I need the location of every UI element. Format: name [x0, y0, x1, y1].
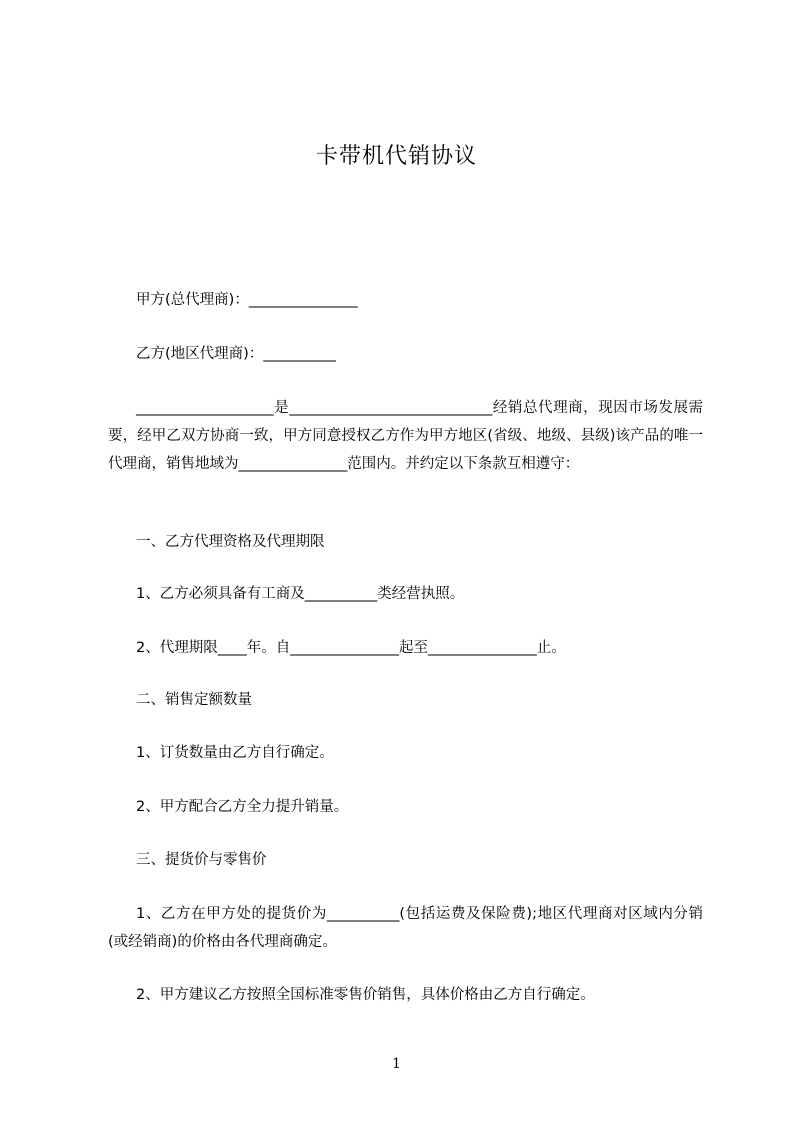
party-a-line: 甲方(总代理商)：_______________ — [136, 292, 358, 308]
section-2-item-2: 2、甲方配合乙方全力提升销量。 — [136, 799, 349, 815]
intro-paragraph: ___________________是____________________________经销总代理商，现因市场发展需要，经甲乙双方协商一致，甲方同意授权乙方作为甲方地区(省级、地级、县级)该产品的唯一代理商，销售地域为_______________范围内。并约定以下条款互相遵守： — [108, 400, 703, 472]
section-2-heading: 二、销售定额数量 — [136, 692, 252, 708]
section-3-item-1: 1、乙方在甲方处的提货价为__________(包括运费及保险费);地区代理商对区域内分销(或经销商)的价格由各代理商确定。 — [108, 906, 703, 950]
section-1-item-2: 2、代理期限____年。自_______________起至_______________止。 — [136, 640, 566, 656]
party-b-line: 乙方(地区代理商)：__________ — [136, 346, 336, 362]
section-2-item-1: 1、订货数量由乙方自行确定。 — [136, 745, 334, 761]
page-title: 卡带机代销协议 — [315, 144, 477, 169]
section-3-item-2: 2、甲方建议乙方按照全国标准零售价销售，具体价格由乙方自行确定。 — [136, 987, 595, 1003]
section-1-heading: 一、乙方代理资格及代理期限 — [136, 534, 325, 550]
page-number: 1 — [392, 1056, 401, 1072]
section-1-item-1: 1、乙方必须具备有工商及__________类经营执照。 — [136, 586, 465, 602]
section-3-heading: 三、提货价与零售价 — [136, 852, 267, 868]
